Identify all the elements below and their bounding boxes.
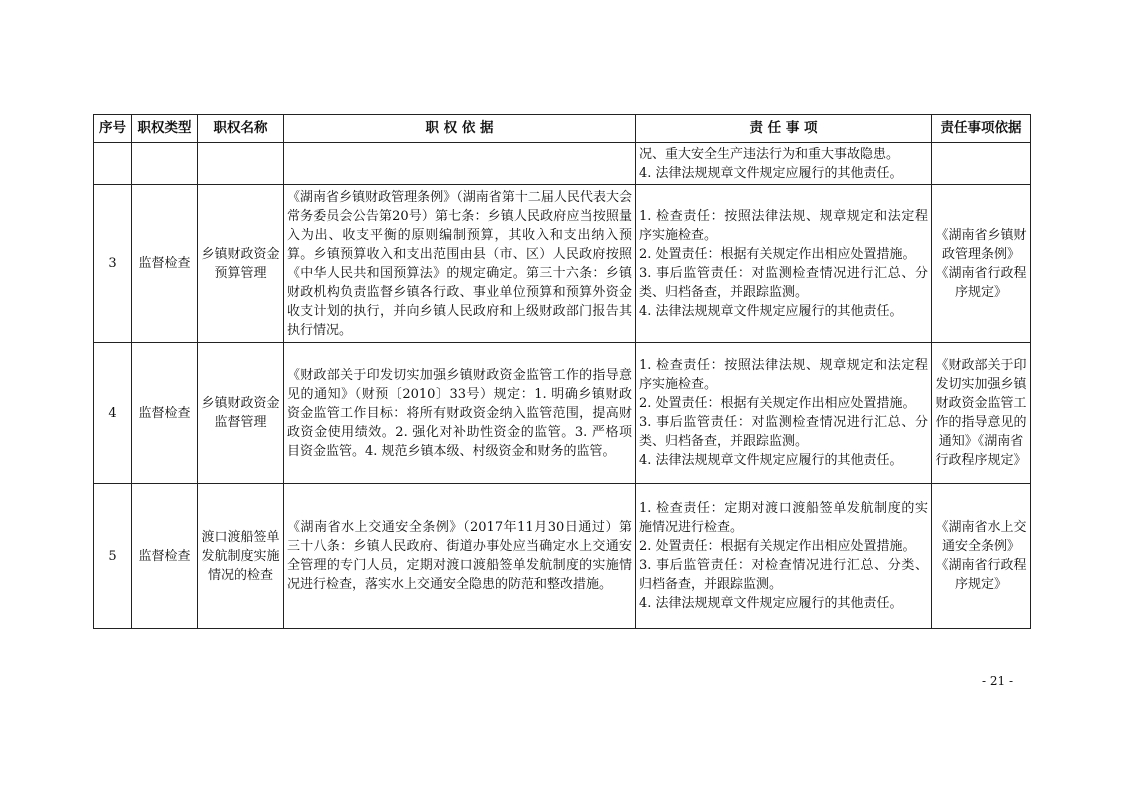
duty-item: 3. 事后监管责任：对监测检查情况进行汇总、分类、归档备查，并跟踪监测。 — [639, 415, 928, 449]
header-row — [94, 115, 1031, 143]
row-number-cell: 3 — [94, 185, 132, 343]
duty-item: 2. 处置责任：根据有关规定作出相应处置措施。 — [639, 396, 916, 411]
row-name-cell: 乡镇财政资金预算管理 — [198, 185, 284, 343]
row-duties-cell — [636, 185, 932, 343]
row-duties-cell — [636, 343, 932, 484]
row-type-cell: 监督检查 — [132, 343, 198, 484]
responsibility-table — [93, 114, 1031, 629]
row-name-cell — [198, 143, 284, 185]
row-basis-cell: 《湖南省水上交通安全条例》（2017年11月30日通过）第三十八条：乡镇人民政府、街道办事处应当确定水上交通安全管理的专门人员，定期对渡口渡船签单发航制度的实施情况进行检查，落实水上交通安全隐患的防范和整改措施。 — [284, 484, 636, 629]
duty-item: 2. 处置责任：根据有关规定作出相应处置措施。 — [639, 246, 916, 262]
header-number: 序号 — [94, 115, 132, 143]
row-duty-basis-cell — [932, 143, 1031, 185]
header-duties: 责 任 事 项 — [636, 115, 932, 143]
row-type-cell: 监督检查 — [132, 185, 198, 343]
duty-item: 4. 法律法规规章文件规定应履行的其他责任。 — [639, 596, 903, 611]
row-number-cell — [94, 143, 132, 185]
row-number-cell: 4 — [94, 343, 132, 484]
header-duty-basis: 责任事项依据 — [932, 115, 1031, 143]
row-number-cell: 5 — [94, 484, 132, 629]
header-power-type: 职权类型 — [132, 115, 198, 143]
table-row — [94, 484, 1031, 629]
duty-item: 2. 处置责任：根据有关规定作出相应处置措施。 — [639, 539, 916, 554]
duty-item: 况、重大安全生产违法行为和重大事故隐患。 — [639, 146, 900, 162]
duty-item: 4. 法律法规规章文件规定应履行的其他责任。 — [639, 303, 903, 319]
row-duty-basis-cell: 《湖南省水上交通安全条例》《湖南省行政程序规定》 — [932, 484, 1031, 629]
duty-item: 1. 检查责任：按照法律法规、规章规定和法定程序实施检查。 — [639, 208, 928, 243]
row-basis-cell: 《财政部关于印发切实加强乡镇财政资金监管工作的指导意见的通知》（财预〔2010〕33号）规定：1. 明确乡镇财政资金监管工作目标：将所有财政资金纳入监管范围，提高财政资金使用绩效。2. 强化对补助性资金的监管。3. 严格项目资金监管。4. 规范乡镇本级、村级资金和财务的监管。 — [284, 343, 636, 484]
header-power-basis: 职 权 依 据 — [284, 115, 636, 143]
duty-item: 4. 法律法规规章文件规定应履行的其他责任。 — [639, 165, 903, 181]
duty-item: 1. 检查责任：定期对渡口渡船签单发航制度的实施情况进行检查。 — [639, 501, 928, 535]
row-type-cell: 监督检查 — [132, 484, 198, 629]
duty-item: 1. 检查责任：按照法律法规、规章规定和法定程序实施检查。 — [639, 358, 928, 392]
row-duties-cell — [636, 143, 932, 185]
row-basis-cell — [284, 143, 636, 185]
duty-item: 3. 事后监管责任：对监测检查情况进行汇总、分类、归档备查，并跟踪监测。 — [639, 265, 928, 300]
header-power-name: 职权名称 — [198, 115, 284, 143]
row-duties-cell — [636, 484, 932, 629]
row-type-cell — [132, 143, 198, 185]
row-duty-basis-cell: 《财政部关于印发切实加强乡镇财政资金监管工作的指导意见的通知》《湖南省行政程序规定》 — [932, 343, 1031, 484]
row-basis-cell: 《湖南省乡镇财政管理条例》（湖南省第十二届人民代表大会常务委员会公告第20号）第七条：乡镇人民政府应当按照量入为出、收支平衡的原则编制预算，其收入和支出纳入预算。乡镇预算收入和支出范围由县（市、区）人民政府按照《中华人民共和国预算法》的规定确定。第三十六条：乡镇财政机构负责监督乡镇各行政、事业单位预算和预算外资金收支计划的执行，并向乡镇人民政府和上级财政部门报告其执行情况。 — [284, 185, 636, 343]
row-duty-basis-cell: 《湖南省乡镇财政管理条例》《湖南省行政程序规定》 — [932, 185, 1031, 343]
row-name-cell: 乡镇财政资金监督管理 — [198, 343, 284, 484]
table-row — [94, 343, 1031, 484]
duty-item: 3. 事后监管责任：对检查情况进行汇总、分类、归档备查，并跟踪监测。 — [639, 558, 928, 592]
table-row — [94, 143, 1031, 185]
duty-item: 4. 法律法规规章文件规定应履行的其他责任。 — [639, 453, 903, 468]
table-row — [94, 185, 1031, 343]
row-name-cell: 渡口渡船签单发航制度实施情况的检查 — [198, 484, 284, 629]
page-number: - 21 - — [982, 674, 1014, 688]
